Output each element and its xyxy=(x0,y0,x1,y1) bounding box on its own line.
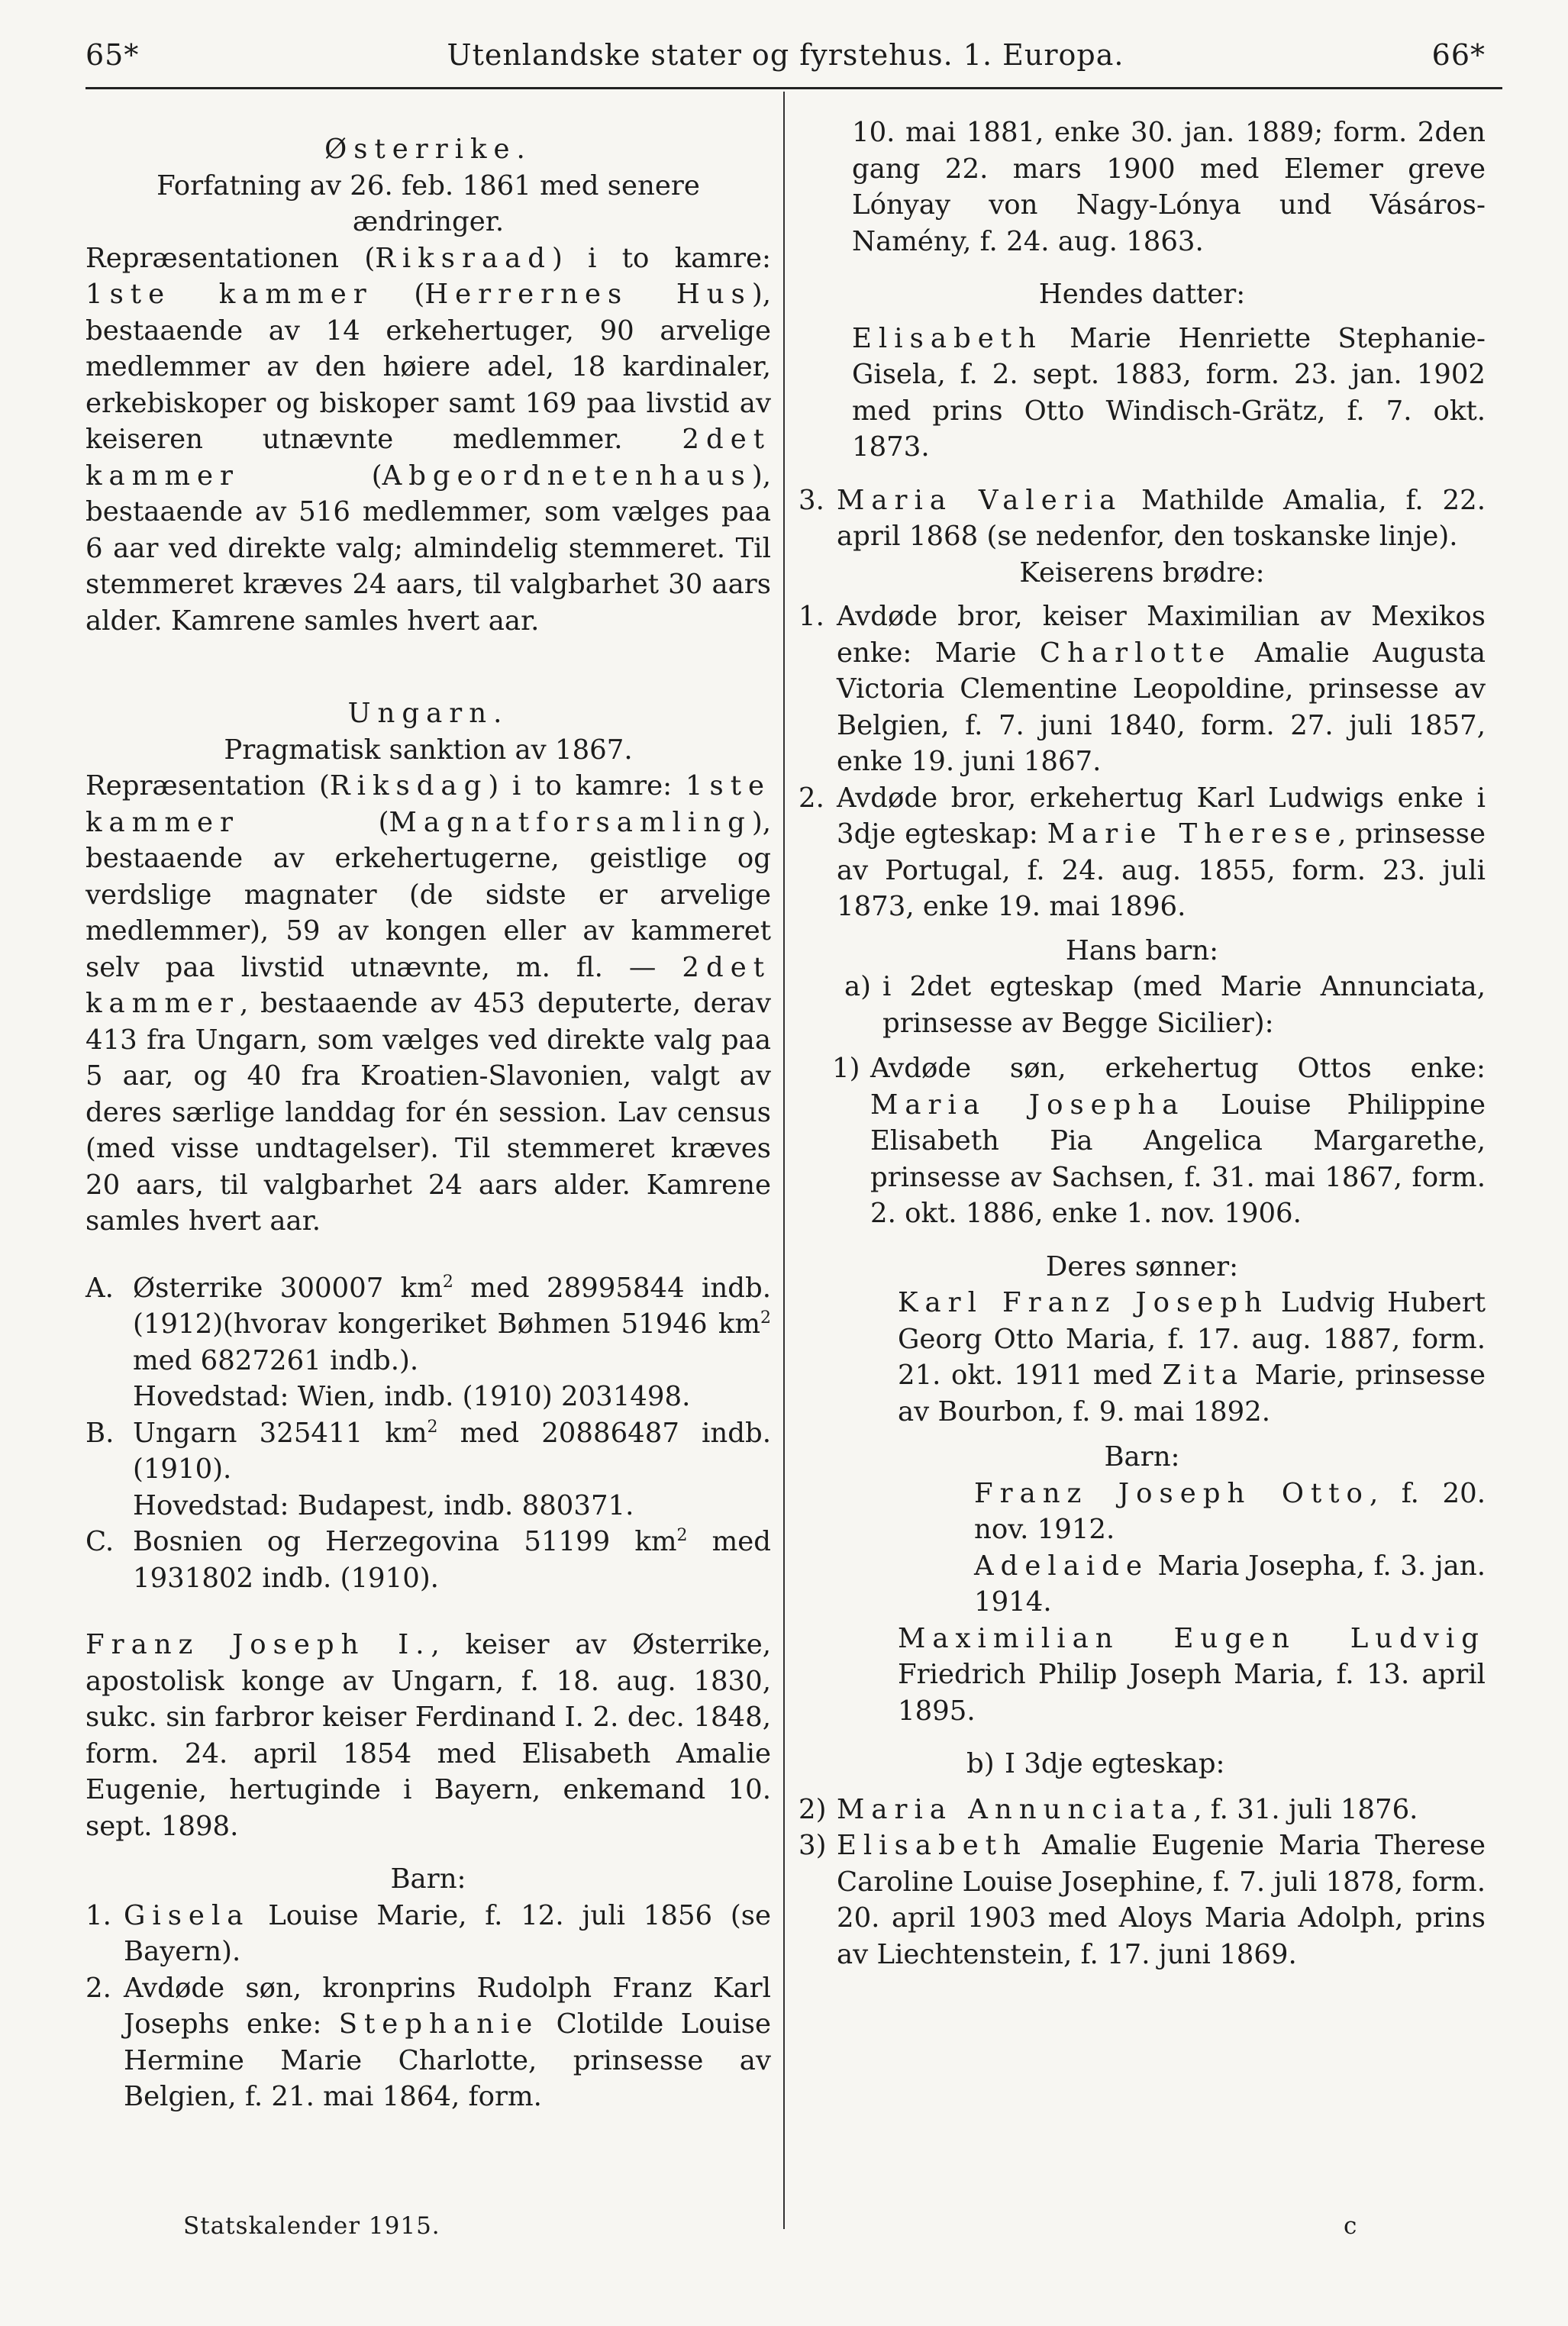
footer-sheet-mark: c xyxy=(1344,2212,1357,2240)
column-divider xyxy=(783,92,785,2229)
list-item: 2) Maria Annunciata, f. 31. juli 1876. xyxy=(799,1793,1418,1825)
stat-row: B. Ungarn 325411 $km^2$ med 20886487 indb. (1910). Hovedstad: Budapest, indb. 880371. xyxy=(85,1417,772,1521)
list-item: 3. Maria Valeria Mathilde Amalia, f. 22. april 1868 (se nedenfor, den toskanske linje). xyxy=(799,484,1486,552)
list-item: 1) Avdøde søn, erkehertug Ottos enke: Maria Josepha Louise Philippine Elisabeth Pia Angelica Margarethe, prinsesse av Sachsen, f. 31. mai 1867, form. 2. okt. 1886, enke 1. nov. 1906. xyxy=(832,1053,1486,1229)
list-item: 2. Avdøde bror, erkehertug Karl Ludwigs enke i 3dje egteskap: Marie Therese, prinsesse av Portugal, f. 24. aug. 1855, form. 23. juli 1873, enke 19. mai 1896. xyxy=(799,782,1486,922)
list-item: 1. Avdøde bror, keiser Maximilian av Mexikos enke: Marie Charlotte Amalie Augusta Victoria Clementine Leopoldine, prinsesse av Belgien, f. 7. juni 1840, form. 27. juli 1857, enke 19. juni 1867. xyxy=(799,601,1486,777)
grandchildren-heading: Barn: xyxy=(1104,1441,1180,1473)
right-column xyxy=(799,115,1486,1973)
son-entry: Karl Franz Joseph Ludvig Hubert Georg Otto Maria, f. 17. aug. 1887, form. 21. okt. 1911 med Zita Marie, prinsesse av Bourbon, f. 9. mai 1892. xyxy=(898,1287,1486,1428)
list-item: b) I 3dje egteskap: xyxy=(966,1748,1225,1779)
header-title: Utenlandske stater og fyrstehus. 1. Europa. xyxy=(447,38,1124,72)
running-header xyxy=(85,38,1486,84)
list-item: 2. Avdøde søn, kronprins Rudolph Franz Karl Josephs enke: Stephanie Clotilde Louise Hermine Marie Charlotte, prinsesse av Belgien, f. 21. mai 1864, form. xyxy=(85,1972,772,2112)
stat-row: C. Bosnien og Herzegovina 51199 $km^2$ med 1931802 indb. (1910). xyxy=(85,1526,771,1594)
continuation-text: 10. mai 1881, enke 30. jan. 1889; form. 2den gang 22. mars 1900 med Elemer greve Lónyay von Nagy-Lónya und Vásáros-Namény, f. 24. aug. 1863. xyxy=(852,117,1486,257)
daughter-entry: Elisabeth Marie Henriette Stephanie-Gisela, f. 2. sept. 1883, form. 23. jan. 1902 med prins Otto Windisch-Grätz, f. 7. okt. 1873. xyxy=(852,322,1486,463)
sons-heading: Deres sønner: xyxy=(1045,1250,1239,1282)
hungary-heading: Ungarn. xyxy=(347,698,509,729)
list-item: 1. Gisela Louise Marie, f. 12. juli 1856 (se Bayern). xyxy=(85,1899,771,1967)
austria-constitution: Forfatning av 26. feb. 1861 med senere ændringer. xyxy=(156,169,700,237)
header-rule xyxy=(85,87,1502,89)
children-heading: Barn: xyxy=(390,1863,466,1895)
his-children-heading: Hans barn: xyxy=(1065,934,1219,966)
austria-heading: Østerrike. xyxy=(324,134,532,165)
hungary-pragmatic: Pragmatisk sanktion av 1867. xyxy=(224,734,633,766)
left-column xyxy=(85,115,771,2115)
hungary-representation: Repræsentation (Riksdag) i to kamre: 1ste kammer (Magnatforsamling), bestaaende av erkehertugerne, geistlige og verdslige magnater (de sidste er arvelige medlemmer), 59 av kongen eller av kammeret selv paa livstid utnævnte, m. fl. — 2det kammer, bestaaende av 453 deputerte, derav 413 fra Ungarn, som vælges ved direkte valg paa 5 aar, og 40 fra Kroatien-Slavonien, valgt av deres særlige landdag for én session. Lav census (med visse undtagelser). Til stemmeret kræves 20 aars, til valgbarhet 24 aars alder. Kamrene samles hvert aar. xyxy=(85,770,771,1237)
son-entry: Maximilian Eugen Ludvig Friedrich Philip Joseph Maria, f. 13. april 1895. xyxy=(898,1622,1486,1727)
page-number-right: 66* xyxy=(1431,38,1486,72)
stat-row: A. Østerrike 300007 $km^2$ med 28995844 indb. (1912)(hvorav kongeriket Bøhmen 51946 $km^2$ med 6827261 indb.). Hovedstad: Wien, indb. (1910) 2031498. xyxy=(85,1272,772,1412)
daughter-heading: Hendes datter: xyxy=(1038,279,1246,310)
footer-signature: Statskalender 1915. xyxy=(183,2212,440,2240)
grandchild-entry: Adelaide Maria Josepha, f. 3. jan. 1914. xyxy=(974,1550,1486,1618)
emperor-paragraph: Franz Joseph I., keiser av Østerrike, apostolisk konge av Ungarn, f. 18. aug. 1830, sukc. sin farbror keiser Ferdinand I. 2. dec. 1848, form. 24. april 1854 med Elisabeth Amalie Eugenie, hertuginde i Bayern, enkemand 10. sept. 1898. xyxy=(85,1629,771,1842)
page-number-left: 65* xyxy=(85,38,140,72)
list-item: 3) Elisabeth Amalie Eugenie Maria Therese Caroline Louise Josephine, f. 7. juli 1878, form. 20. april 1903 med Aloys Maria Adolph, prins av Liechtenstein, f. 17. juni 1869. xyxy=(799,1830,1486,1970)
brothers-heading: Keiserens brødre: xyxy=(1019,556,1265,589)
austria-representation: Repræsentationen (Riksraad) i to kamre: 1ste kammer (Herrernes Hus), bestaaende av 14 erkehertuger, 90 arvelige medlemmer av den høiere adel, 18 kardinaler, erkebiskoper og biskoper samt 169 paa livstid av keiseren utnævnte medlemmer. 2det kammer (Abgeordnetenhaus), bestaaende av 516 medlemmer, som vælges paa 6 aar ved direkte valg; almindelig stemmeret. Til stemmeret kræves 24 aars, til valgbarhet 30 aars alder. Kamrene samles hvert aar. xyxy=(85,242,771,637)
list-item: a) i 2det egteskap (med Marie Annunciata, prinsesse av Begge Sicilier): xyxy=(844,971,1486,1039)
grandchild-entry: Franz Joseph Otto, f. 20. nov. 1912. xyxy=(974,1477,1486,1545)
